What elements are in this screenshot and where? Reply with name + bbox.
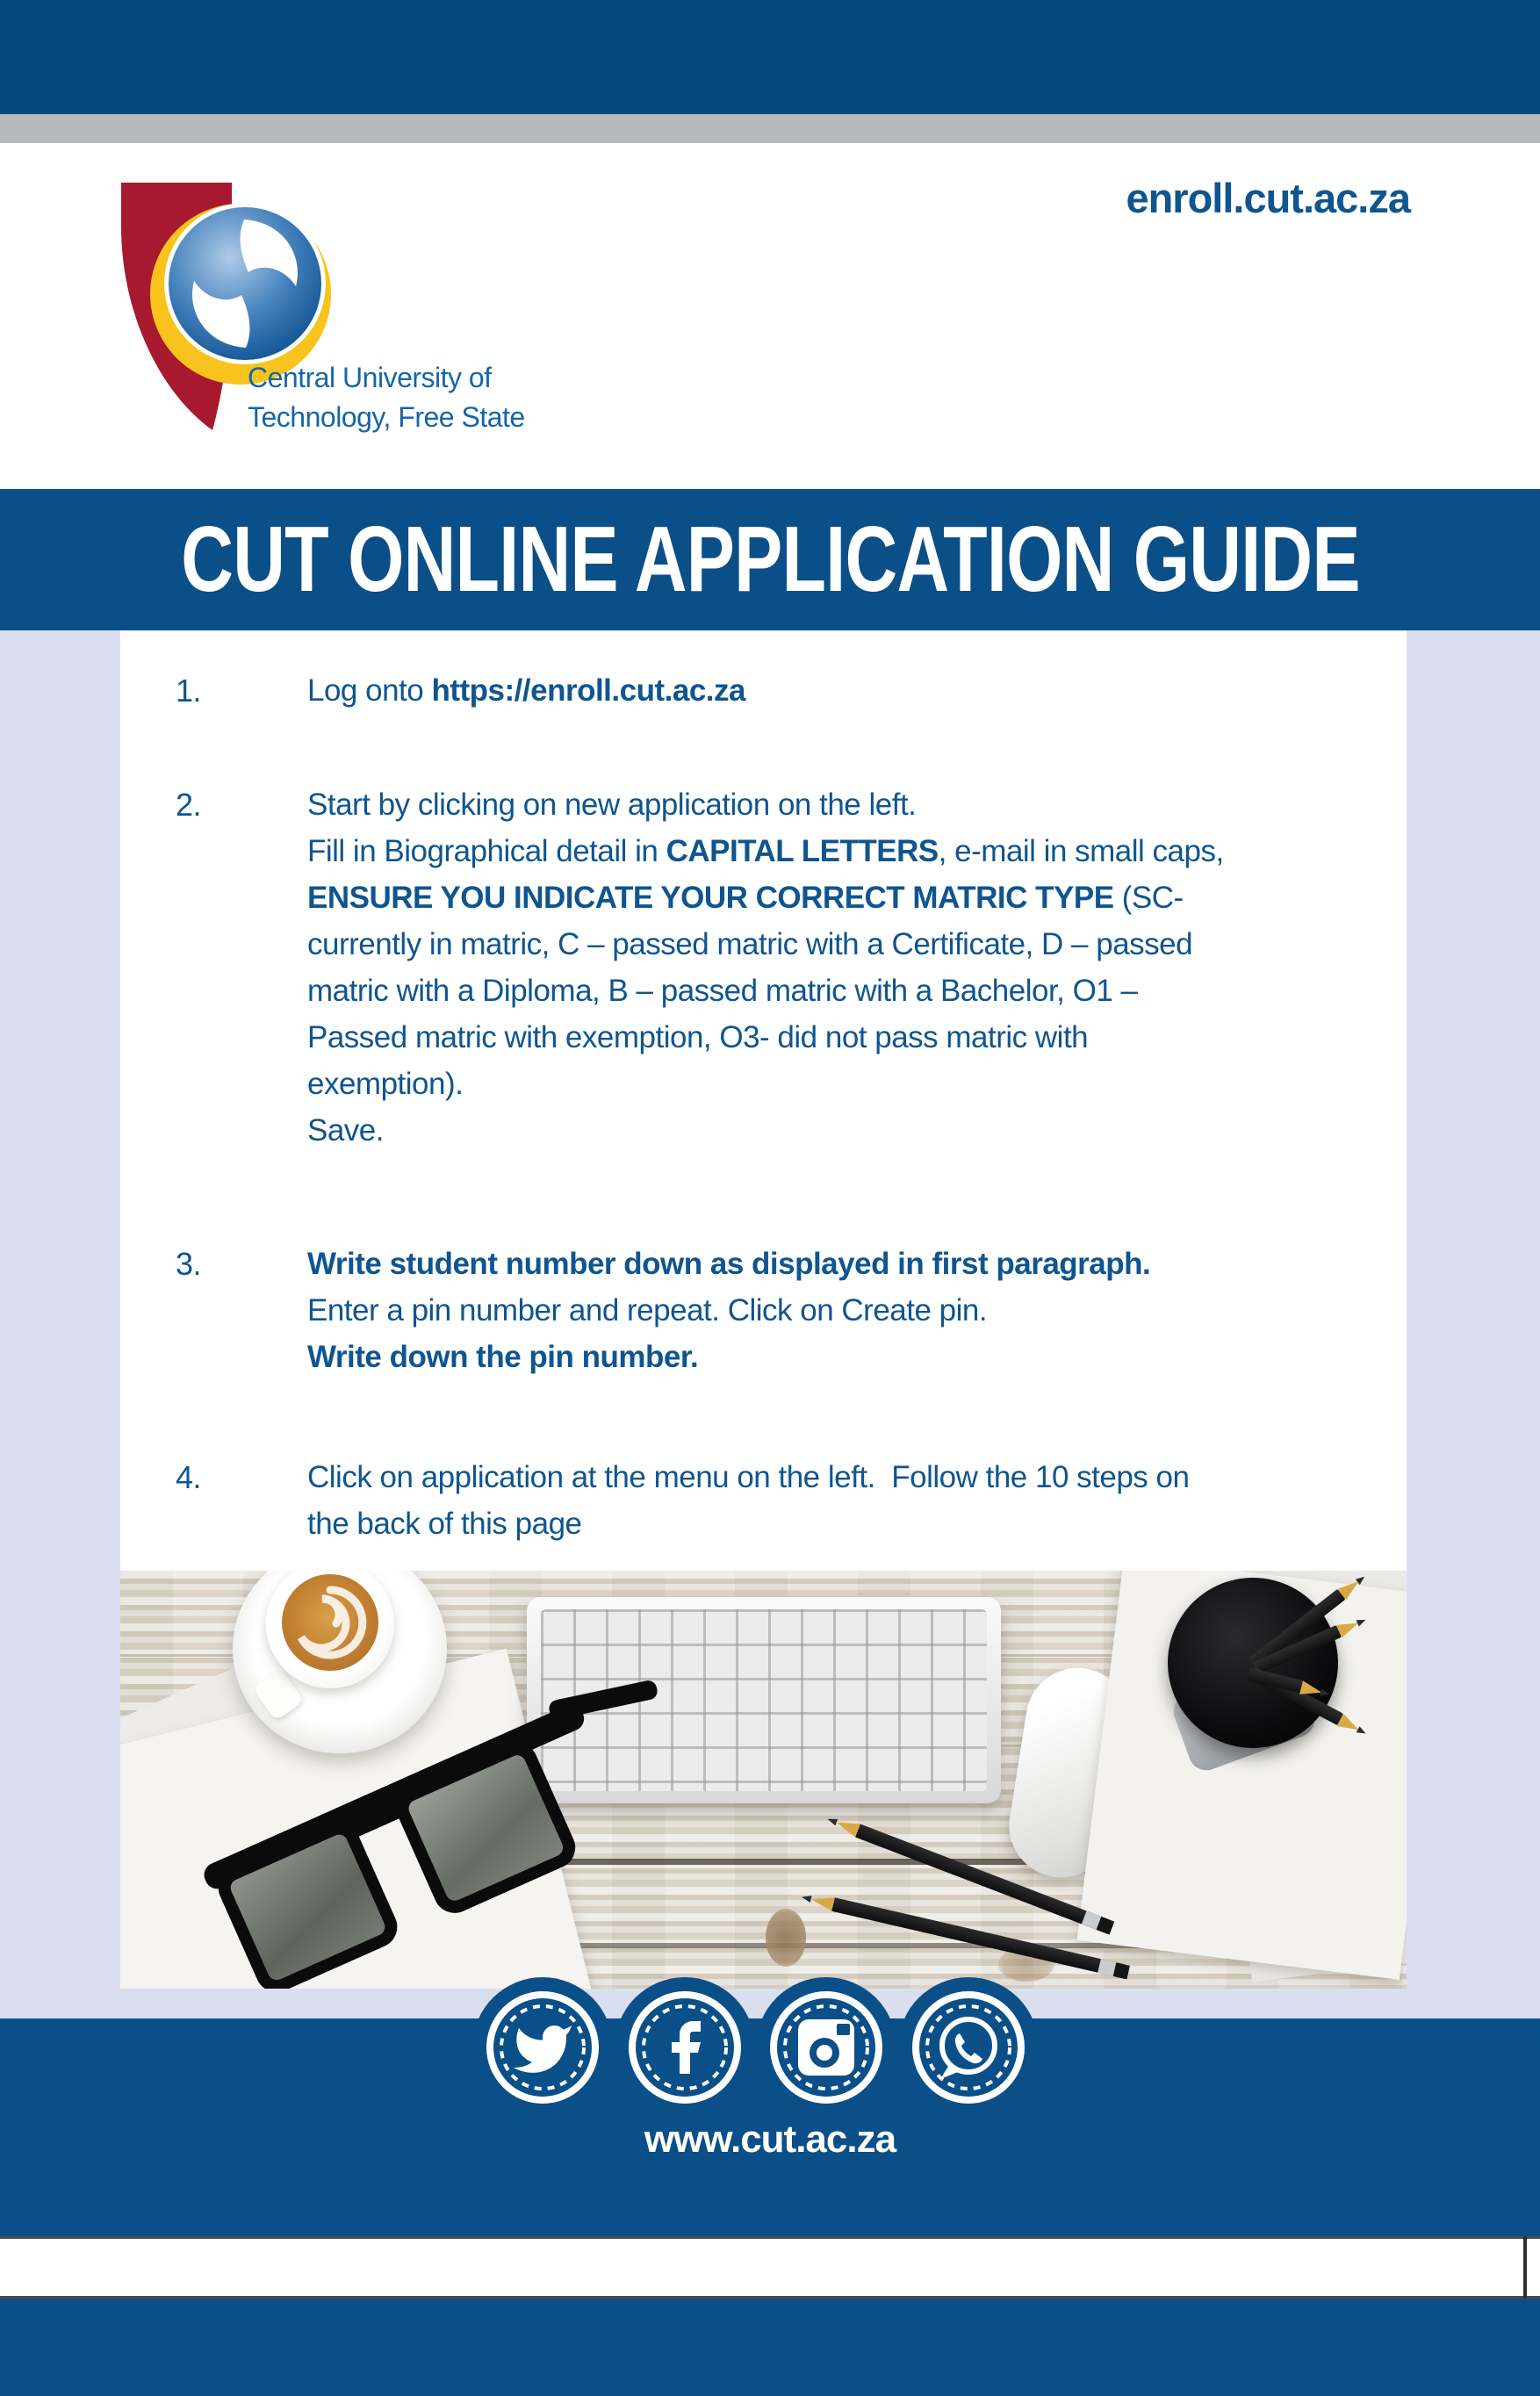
steps-list bbox=[120, 667, 1407, 1547]
step-line bbox=[307, 781, 1407, 828]
step-text: Passed matric with exemption, O3- did not pass matric with bbox=[307, 1020, 1089, 1054]
step-number: 4. bbox=[176, 1459, 202, 1495]
step-line bbox=[307, 1454, 1407, 1500]
page-title: CUT ONLINE APPLICATION GUIDE bbox=[180, 507, 1360, 611]
step-text: Log onto bbox=[307, 673, 432, 708]
step-line bbox=[307, 1061, 1407, 1107]
step-line bbox=[307, 1241, 1407, 1287]
coffee-latte-art bbox=[282, 1574, 378, 1671]
step-line bbox=[307, 968, 1407, 1014]
step-text: (SC- bbox=[1113, 881, 1184, 915]
step-item bbox=[120, 1454, 1407, 1547]
logo-line2: Technology, Free State bbox=[248, 401, 525, 433]
latte-swirl bbox=[282, 1574, 378, 1671]
step-text: Click on application at the menu on the left. Follow the 10 steps on bbox=[307, 1460, 1190, 1494]
step-text: Write down the pin number. bbox=[307, 1340, 699, 1374]
wood-knot bbox=[766, 1909, 806, 1967]
step-text: Enter a pin number and repeat. Click on Create pin. bbox=[307, 1293, 988, 1328]
website-url[interactable]: www.cut.ac.za bbox=[644, 2118, 896, 2161]
step-text: ENSURE YOU INDICATE YOUR CORRECT MATRIC TYPE bbox=[307, 881, 1114, 915]
crop-mark bbox=[1523, 2236, 1527, 2299]
logo-line1: Central University of bbox=[248, 362, 492, 393]
step-text: currently in matric, C – passed matric with a Certificate, D – passed bbox=[307, 927, 1193, 961]
logo-wordmark bbox=[248, 358, 525, 437]
step-text: , e-mail in small caps, bbox=[938, 834, 1224, 868]
instagram-icon[interactable] bbox=[756, 1977, 896, 2118]
bottom-white-bar bbox=[0, 2236, 1540, 2299]
step-text: CAPITAL LETTERS bbox=[666, 834, 939, 868]
step-line bbox=[307, 921, 1407, 968]
step-line bbox=[307, 667, 1407, 714]
step-text: Start by clicking on new application on the left. bbox=[307, 788, 917, 822]
step-item bbox=[120, 667, 1407, 714]
step-line bbox=[307, 828, 1407, 874]
step-number: 2. bbox=[176, 787, 202, 823]
top-blue-bar bbox=[0, 0, 1540, 114]
step-text: matric with a Diploma, B – passed matric with a Bachelor, O1 – bbox=[307, 974, 1138, 1008]
gray-divider-bar bbox=[0, 114, 1540, 143]
twitter-icon[interactable] bbox=[472, 1977, 613, 2118]
step-text: the back of this page bbox=[307, 1507, 582, 1541]
step-text: Save. bbox=[307, 1113, 384, 1148]
step-line bbox=[307, 874, 1407, 921]
enroll-link[interactable]: https://enroll.cut.ac.za bbox=[431, 673, 745, 708]
step-number: 1. bbox=[176, 673, 202, 709]
step-line bbox=[307, 1014, 1407, 1061]
step-line bbox=[307, 1500, 1407, 1547]
step-line bbox=[307, 1287, 1407, 1334]
step-number: 3. bbox=[176, 1246, 202, 1282]
desk-photo bbox=[120, 1571, 1407, 1989]
step-text: Fill in Biographical detail in bbox=[307, 834, 666, 868]
step-item bbox=[120, 1241, 1407, 1380]
step-text: exemption). bbox=[307, 1067, 464, 1101]
step-text: Write student number down as displayed in first paragraph. bbox=[307, 1247, 1151, 1281]
step-item bbox=[120, 781, 1407, 1154]
steps-panel bbox=[120, 630, 1407, 1571]
title-banner bbox=[0, 489, 1540, 630]
enroll-url[interactable]: enroll.cut.ac.za bbox=[1126, 175, 1410, 221]
step-line bbox=[307, 1107, 1407, 1154]
whatsapp-icon[interactable] bbox=[898, 1977, 1039, 2118]
step-line bbox=[307, 1334, 1407, 1380]
facebook-icon[interactable] bbox=[615, 1977, 755, 2118]
